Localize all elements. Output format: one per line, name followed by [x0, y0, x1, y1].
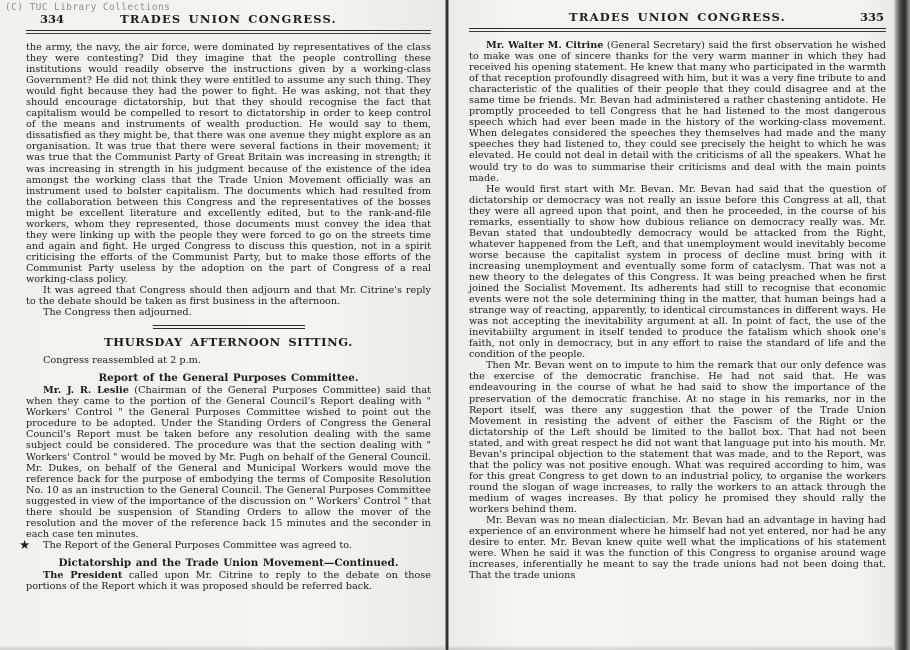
- paragraph-gpc-report: [26, 385, 431, 540]
- left-page: [0, 0, 447, 650]
- right-page-header: [469, 10, 886, 25]
- page-edge-shadow: [893, 0, 910, 650]
- starred-resolution-line: [19, 536, 431, 552]
- paragraph-agreed: It was agreed that Congress should then adjourn and that Mr. Citrine's reply to the debate should be taken as first business in the afternoon.: [26, 285, 431, 308]
- bottom-edge-shadow: [0, 645, 910, 650]
- gpc-report-heading: Report of the General Purposes Committee.: [98, 372, 359, 385]
- star-marker-icon: ★: [19, 536, 31, 552]
- paragraph-impute: Then Mr. Bevan went on to impute to him the remark that our only defence was the exercise of the democratic franchise. He had not said that. He was endeavouring in the course of what he had said to show the importance of the preservation of the democratic franchise. At no stage in his remarks, nor in the Report itself, was there any suggestion that the power of the Trade Union Movement in resisting the advent of either the Fascism of the Right or the dictatorship of the Left should be limited to the ballot box. That had not been stated, and with great respect he did not want that language put into his mouth. Mr. Bevan's principal objection to the statement that was made, and to the Report, was that the policy was not positive enough. What was required according to him, was for this great Congress to get down to an industrial policy, to organise the workers round the slogan of wage increases, to rally the workers to an attack through the medium of wages increases. By that policy he promised they should rally the workers behind them.: [469, 360, 886, 515]
- president-text: called upon Mr. Citrine to reply to the debate on those portions of the Report which it was proposed should be referred back.: [26, 569, 431, 592]
- citrine-text: (General Secretary) said the first observation he wished to make was one of sincere thanks for the very warm manner in which they had received his opening statement. He knew that many who participated in the warmth of that reception profoundly disagreed with him, but it was a very fine tribute to and characteristic of the qualities of their people that they could disagree and at the same time be friends. Mr. Bevan had administered a rather chastening antidote. He promptly proceeded to tell Congress that he had listened to the most dangerous speech which had ever been made in the history of the working-class movement. When delegates considered the speeches they themselves had made and the many speeches they had listened to, they could see precisely the height to which he was elevated. He could not deal in detail with the criticisms of all the speakers. What he would try to do was to summarise their criticisms and deal with the main points made.: [469, 40, 886, 184]
- dictatorship-heading: Dictatorship and the Trade Union Movement—Continued.: [58, 556, 399, 569]
- speaker-name-president: The President: [43, 569, 123, 581]
- paragraph-bevan-first: He would first start with Mr. Bevan. Mr. Bevan had said that the question of dictatorship or democracy was not really an issue before this Congress at all, that they were all agreed upon that point, and then he proceeded, in the course of his remarks, essentially to show how dubious reliance on democracy really was. Mr. Bevan stated that undoubtedly democracy would be attacked from the Right, whatever happened from the Left, and that unemployment would inevitably become worse because the capitalist system in process of decline must bring with it increasing unemployment and eventually some form of cataclysm. That was not a new theory to the delegates of this Congress. It was being preached when he first joined the Socialist Movement. Its adherents had still to recognise that economic events were not the sole determining thing in the matter, that human beings had a strange way of reacting, apparently, to identical circumstances in different ways. He was not accepting the inevitability argument at all. In point of fact, the use of the inevitabiilty argument in itself tended to produce the fatalism which shook one's faith, not only in democracy, but in any effort to raise the standard of life and the condition of the people.: [469, 183, 886, 361]
- right-page-number: 335: [859, 10, 884, 24]
- left-page-header: [26, 12, 431, 27]
- gpc-report-text: (Chairman of the General Purposes Committee) said that when they came to the portion of the General Council's Report dealing with " Workers' Control " the General Purposes Committee wished to point out the procedure to be adopted. Under the Standing Orders of Congress the General Council's Report must be taken before any resolution dealing with the same subject could be considered. The procedure was that the section dealing with " Workers' Control " would be moved by Mr. Pugh on behalf of the General Council. Mr. Dukes, on behalf of the General and Municipal Workers would move the reference back for the purpose of embodying the terms of Composite Resolution No. 10 as an instruction to the General Council. The General Purposes Committee suggested in view of the importance of the discussion on " Workers' Control " that there should be suspension of Standing Orders to allow the mover of the resolution and the mover of the reference back 15 minutes and the seconder in each case ten minutes.: [26, 385, 431, 540]
- book-gutter-shadow: [445, 0, 449, 650]
- speaker-name-citrine: Mr. Walter M. Citrine: [486, 40, 604, 51]
- paragraph-dialectician: Mr. Bevan was no mean dialectician. Mr. Bevan had an advantage in having had experience of an environment where he himself had not yet entered, nor had he any desire to enter. Mr. Bevan knew quite well what the implications of his statement were. When he said it was the function of this Congress to organise around wage increases, inferentially he meant to say the trade unions had not been doing that. That the trade unions: [469, 515, 886, 582]
- header-rule-right: [469, 28, 886, 32]
- paragraph-reassembled: Congress reassembled at 2 p.m.: [43, 355, 201, 367]
- running-title-right: TRADES UNION CONGRESS.: [569, 10, 786, 24]
- paragraph-president: [26, 570, 431, 592]
- library-watermark: (C) TUC Library Collections: [5, 2, 171, 13]
- sitting-heading: THURSDAY AFTERNOON SITTING.: [104, 335, 353, 350]
- header-rule-left: [26, 30, 431, 34]
- left-page-number: 334: [40, 12, 65, 26]
- paragraph-continuation: the army, the navy, the air force, were dominated by representatives of the class they were contesting? Did they imagine that the people controlling these institutions would readily observe the instructions given by a working-class Government? He did not think they were entitled to assume any such thing. They would fight because they had the power to fight. He was asking, not that they should encourage dictatorship, but that they should recognise the fact that capitalism would be compelled to resort to dictatorship in order to keep control of the means and instruments of wealth production. He would say to them, dissatisfied as they might be, that there was one avenue they might explore as an organisation. It was true that there were several factions in their movement; it was true that the Communist Party of Great Britain was increasing in strength; it was increasing in strength in his judgment because of the existence of the idea amongst the working class that the Trade Union Movement officially was an instrument used to bolster capitalism. The documents which had resulted from the collaboration between this Congress and the representatives of the bosses might be excellent literature and excellently edited, but to the rank-and-file workers, whom they represented, those documents must convey the idea that they were linking up with the people they were forced to go on the streets time and again and fight. He urged Congress to discuss this question, not in a spirit criticising the efforts of the Communist Party, but to make those efforts of the Communist Party useless by the adoption on the part of Congress of a real working-class policy.: [26, 42, 431, 285]
- section-divider-rule: [153, 325, 305, 329]
- right-page: [449, 0, 910, 650]
- running-title-left: TRADES UNION CONGRESS.: [120, 12, 337, 26]
- paragraph-citrine: [469, 40, 886, 184]
- speaker-name-leslie: Mr. J. R. Leslie: [43, 385, 129, 397]
- starred-line-text: The Report of the General Purposes Committee was agreed to.: [43, 539, 352, 551]
- paragraph-adjourned: The Congress then adjourned.: [43, 307, 192, 319]
